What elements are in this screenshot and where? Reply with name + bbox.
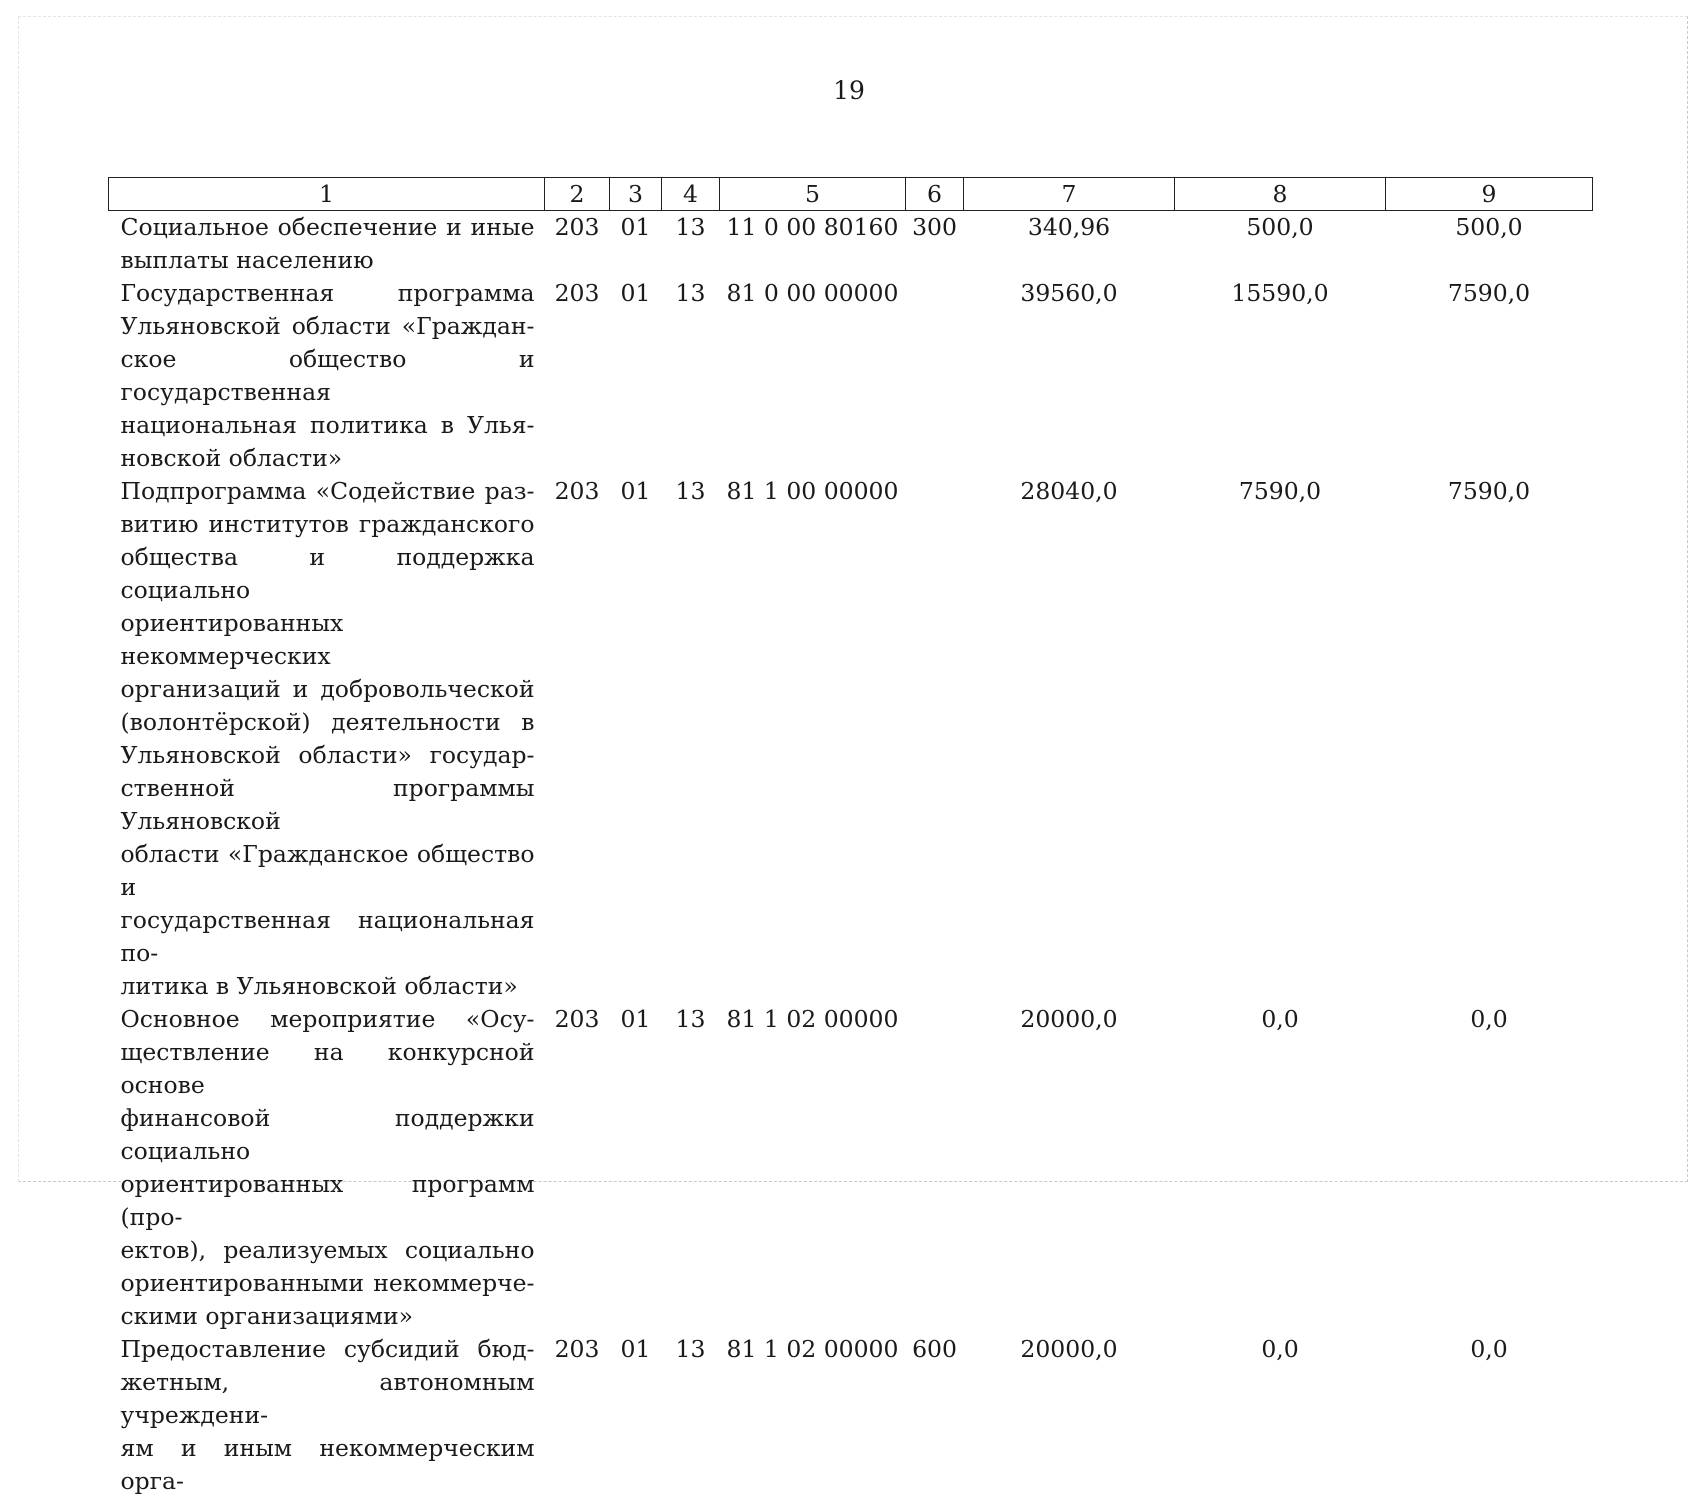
cell-col4: 13 xyxy=(662,277,720,475)
cell-col9: 500,0 xyxy=(1386,211,1593,278)
row-name-line: национальная политика в Улья- xyxy=(121,409,535,442)
row-name-line: ориентированных некоммерческих xyxy=(121,607,535,673)
cell-col8: 15590,0 xyxy=(1175,277,1386,475)
cell-col3: 01 xyxy=(610,1003,662,1333)
row-name-line: общества и поддержка социально xyxy=(121,541,535,607)
cell-col3: 01 xyxy=(610,277,662,475)
cell-col8: 0,0 xyxy=(1175,1003,1386,1333)
cell-col3: 01 xyxy=(610,475,662,1003)
row-name-line: Предоставление субсидий бюд- xyxy=(121,1333,535,1366)
header-cell-4: 4 xyxy=(662,178,720,211)
row-name-line: Ульяновской области «Граждан- xyxy=(121,310,535,343)
row-name-line: скими организациями» xyxy=(121,1300,535,1333)
cell-col2: 203 xyxy=(545,1333,610,1498)
cell-col5: 81 1 02 00000 xyxy=(720,1003,906,1333)
table-row xyxy=(109,1333,1593,1498)
cell-col7: 39560,0 xyxy=(964,277,1175,475)
row-name-line: организаций и добровольческой xyxy=(121,673,535,706)
table-row xyxy=(109,211,1593,278)
row-name-line: государственная национальная по- xyxy=(121,904,535,970)
row-name-cell xyxy=(109,211,545,278)
table-body xyxy=(109,211,1593,1498)
cell-col6: 300 xyxy=(906,211,964,278)
cell-col8: 500,0 xyxy=(1175,211,1386,278)
page-number: 19 xyxy=(0,76,1698,105)
table-row xyxy=(109,277,1593,475)
cell-col2: 203 xyxy=(545,1003,610,1333)
cell-col3: 01 xyxy=(610,211,662,278)
row-name-cell xyxy=(109,475,545,1003)
cell-col7: 340,96 xyxy=(964,211,1175,278)
cell-col2: 203 xyxy=(545,475,610,1003)
row-name-line: финансовой поддержки социально xyxy=(121,1102,535,1168)
header-cell-2: 2 xyxy=(545,178,610,211)
header-cell-8: 8 xyxy=(1175,178,1386,211)
cell-col9: 7590,0 xyxy=(1386,475,1593,1003)
cell-col6 xyxy=(906,277,964,475)
row-name-cell xyxy=(109,1333,545,1498)
header-cell-6: 6 xyxy=(906,178,964,211)
row-name-line: ям и иным некоммерческим орга- xyxy=(121,1432,535,1498)
cell-col2: 203 xyxy=(545,211,610,278)
row-name-line: (волонтёрской) деятельности в xyxy=(121,706,535,739)
row-name-line: области «Гражданское общество и xyxy=(121,838,535,904)
cell-col4: 13 xyxy=(662,1333,720,1498)
cell-col9: 0,0 xyxy=(1386,1003,1593,1333)
budget-table xyxy=(108,177,1593,1498)
cell-col9: 7590,0 xyxy=(1386,277,1593,475)
row-name-line: жетным, автономным учреждени- xyxy=(121,1366,535,1432)
cell-col7: 28040,0 xyxy=(964,475,1175,1003)
cell-col8: 0,0 xyxy=(1175,1333,1386,1498)
row-name-line: Подпрограмма «Содействие раз- xyxy=(121,475,535,508)
cell-col3: 01 xyxy=(610,1333,662,1498)
header-cell-3: 3 xyxy=(610,178,662,211)
cell-col4: 13 xyxy=(662,475,720,1003)
table-header-row xyxy=(109,178,1593,211)
header-cell-1: 1 xyxy=(109,178,545,211)
row-name-line: ориентированных программ (про- xyxy=(121,1168,535,1234)
header-cell-9: 9 xyxy=(1386,178,1593,211)
cell-col5: 81 0 00 00000 xyxy=(720,277,906,475)
row-name-line: ское общество и государственная xyxy=(121,343,535,409)
row-name-line: выплаты населению xyxy=(121,244,535,277)
cell-col5: 11 0 00 80160 xyxy=(720,211,906,278)
cell-col4: 13 xyxy=(662,211,720,278)
row-name-line: Ульяновской области» государ- xyxy=(121,739,535,772)
cell-col9: 0,0 xyxy=(1386,1333,1593,1498)
cell-col6 xyxy=(906,1003,964,1333)
row-name-line: новской области» xyxy=(121,442,535,475)
row-name-cell xyxy=(109,1003,545,1333)
header-cell-5: 5 xyxy=(720,178,906,211)
row-name-line: ственной программы Ульяновской xyxy=(121,772,535,838)
table-row xyxy=(109,1003,1593,1333)
row-name-line: ществление на конкурсной основе xyxy=(121,1036,535,1102)
row-name-line: Основное мероприятие «Осу- xyxy=(121,1003,535,1036)
cell-col5: 81 1 02 00000 xyxy=(720,1333,906,1498)
cell-col7: 20000,0 xyxy=(964,1333,1175,1498)
row-name-line: литика в Ульяновской области» xyxy=(121,970,535,1003)
cell-col7: 20000,0 xyxy=(964,1003,1175,1333)
header-cell-7: 7 xyxy=(964,178,1175,211)
cell-col6: 600 xyxy=(906,1333,964,1498)
row-name-line: Государственная программа xyxy=(121,277,535,310)
cell-col2: 203 xyxy=(545,277,610,475)
row-name-line: витию институтов гражданского xyxy=(121,508,535,541)
cell-col5: 81 1 00 00000 xyxy=(720,475,906,1003)
cell-col6 xyxy=(906,475,964,1003)
cell-col8: 7590,0 xyxy=(1175,475,1386,1003)
table-row xyxy=(109,475,1593,1003)
row-name-line: ориентированными некоммерче- xyxy=(121,1267,535,1300)
row-name-line: ектов), реализуемых социально xyxy=(121,1234,535,1267)
row-name-line: Социальное обеспечение и иные xyxy=(121,211,535,244)
cell-col4: 13 xyxy=(662,1003,720,1333)
row-name-cell xyxy=(109,277,545,475)
